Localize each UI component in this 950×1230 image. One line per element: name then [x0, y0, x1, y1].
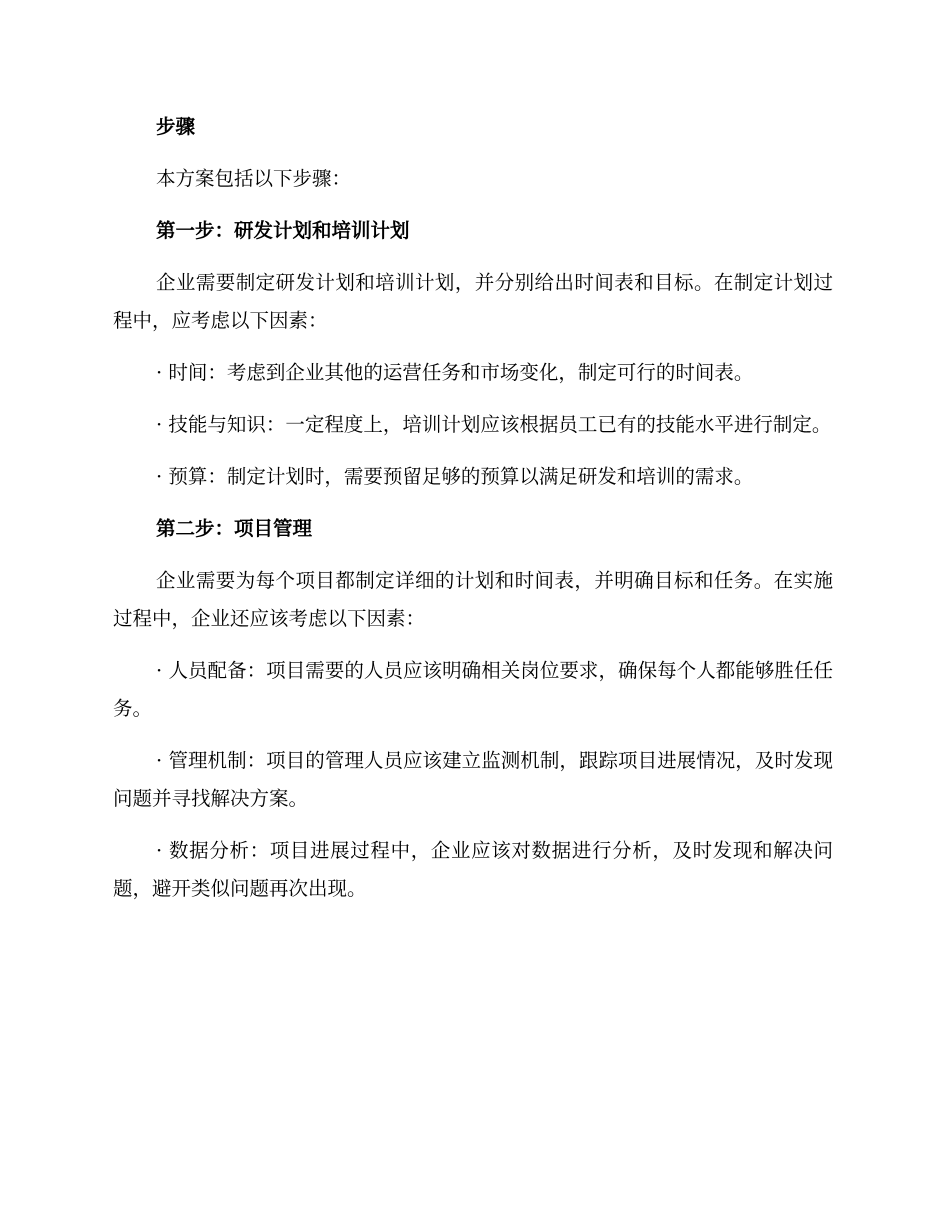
step2-bullet-staffing: · 人员配备：项目需要的人员应该明确相关岗位要求，确保每个人都能够胜任任务。	[113, 659, 833, 720]
section-title: 步骤	[156, 115, 196, 138]
step1-heading: 第一步：研发计划和培训计划	[156, 219, 410, 242]
intro-paragraph: 本方案包括以下步骤：	[156, 167, 352, 190]
document-body	[113, 108, 833, 922]
step1-bullet-budget: · 预算：制定计划时，需要预留足够的预算以满足研发和培训的需求。	[156, 465, 754, 488]
step1-bullet-time: · 时间：考虑到企业其他的运营任务和市场变化，制定可行的时间表。	[156, 361, 754, 384]
step1-bullet-skills: · 技能与知识：一定程度上，培训计划应该根据员工已有的技能水平进行制定。	[156, 413, 832, 436]
step2-bullet-management: · 管理机制：项目的管理人员应该建立监测机制，跟踪项目进展情况，及时发现问题并寻找解决方案。	[113, 749, 833, 810]
step2-bullet-data-analysis: · 数据分析：项目进展过程中，企业应该对数据进行分析，及时发现和解决问题，避开类似问题再次出现。	[113, 839, 833, 900]
step1-description: 企业需要制定研发计划和培训计划，并分别给出时间表和目标。在制定计划过程中，应考虑以下因素：	[113, 271, 833, 332]
step2-description: 企业需要为每个项目都制定详细的计划和时间表，并明确目标和任务。在实施过程中，企业还应该考虑以下因素：	[113, 569, 833, 630]
step2-heading: 第二步：项目管理	[156, 517, 313, 540]
